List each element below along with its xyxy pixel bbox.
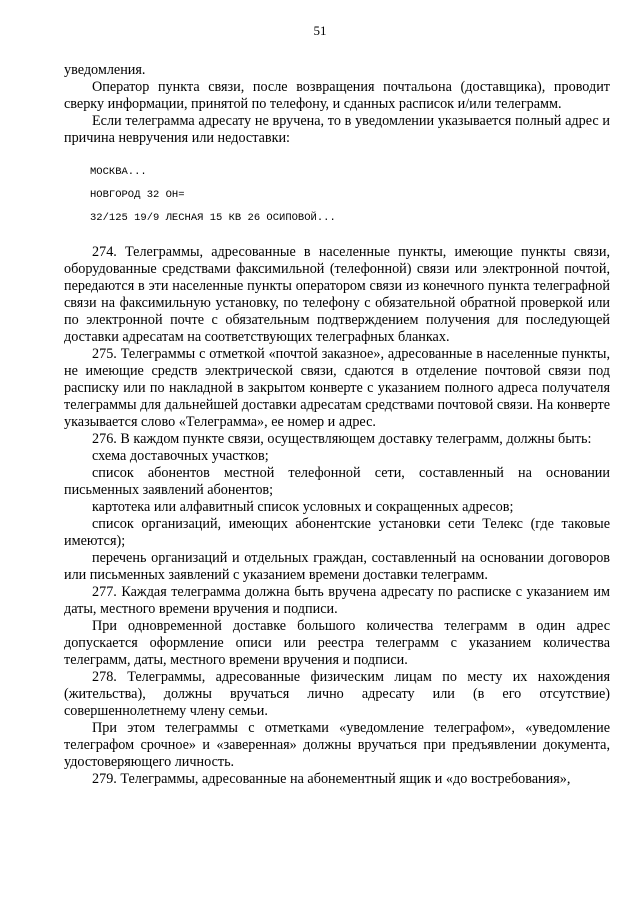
list-item: картотека или алфавитный список условных и сокращенных адресов; xyxy=(92,499,514,515)
paragraph: уведомления. xyxy=(64,62,146,78)
list-item: схема доставочных участков; xyxy=(92,448,269,464)
paragraph: Если телеграмма адресату не вручена, то в уведомлении указывается полный адрес и причина невручения или недоставки: xyxy=(64,113,610,146)
section-276: 276. В каждом пункте связи, осуществляющем доставку телеграмм, должны быть: xyxy=(92,431,592,447)
list-item: список абонентов местной телефонной сети, составленный на основании письменных заявлений абонентов; xyxy=(64,465,610,498)
telegram-example-line: МОСКВА... xyxy=(90,166,147,178)
list-item: список организаций, имеющих абонентские установки сети Телекс (где таковые имеются); xyxy=(64,516,610,549)
telegram-example-line: 32/125 19/9 ЛЕСНАЯ 15 КВ 26 ОСИПОВОЙ... xyxy=(90,212,336,224)
telegram-example-line: НОВГОРОД 32 ОН= xyxy=(90,189,185,201)
document-body xyxy=(64,62,610,788)
section-277: 277. Каждая телеграмма должна быть вручена адресату по расписке с указанием им даты, местного времени вручения и подписи. xyxy=(64,584,610,617)
page-number: 51 xyxy=(313,23,327,38)
section-275: 275. Телеграммы с отметкой «почтой заказное», адресованные в населенные пункты, не имеющие средств электрической связи, сдаются в отделение почтовой связи под расписку или по накладной в закрытом конверте с указанием полного адреса получателя телеграммы для дальнейшей доставки адресатам средствами почтовой связи. На конверте указывается слово «Телеграмма», ее номер и адрес. xyxy=(64,346,610,430)
paragraph: При этом телеграммы с отметками «уведомление телеграфом», «уведомление телеграфом срочное» и «заверенная» должны вручаться при предъявлении документа, удостоверяющего личность. xyxy=(64,720,610,770)
section-278: 278. Телеграммы, адресованные физическим лицам по месту их нахождения (жительства), должны вручаться лично адресату или (в его отсутствие) совершеннолетнему члену семьи. xyxy=(64,669,610,719)
list-item: перечень организаций и отдельных граждан, составленный на основании договоров или письменных заявлений с указанием времени доставки телеграмм. xyxy=(64,550,610,583)
paragraph: При одновременной доставке большого количества телеграмм в один адрес допускается оформление описи или реестра телеграмм с указанием количества телеграмм, даты, местного времени вручения и подписи. xyxy=(64,618,610,668)
paragraph: Оператор пункта связи, после возвращения почтальона (доставщика), проводит сверку информации, принятой по телефону, и сданных расписок и/или телеграмм. xyxy=(64,79,610,112)
section-274: 274. Телеграммы, адресованные в населенные пункты, имеющие пункты связи, оборудованные средствами факсимильной (телефонной) связи или электронной почтой, передаются в эти населенные пункты оператором связи из конечного пункта телеграфной связи на факсимильную установку, по телефону с обязательной обратной проверкой или по электронной почте с обязательным подтверждением получения для последующей доставки адресатам на соответствующих телеграфных бланках. xyxy=(64,244,610,345)
section-279: 279. Телеграммы, адресованные на абонементный ящик и «до востребования», xyxy=(92,771,571,787)
